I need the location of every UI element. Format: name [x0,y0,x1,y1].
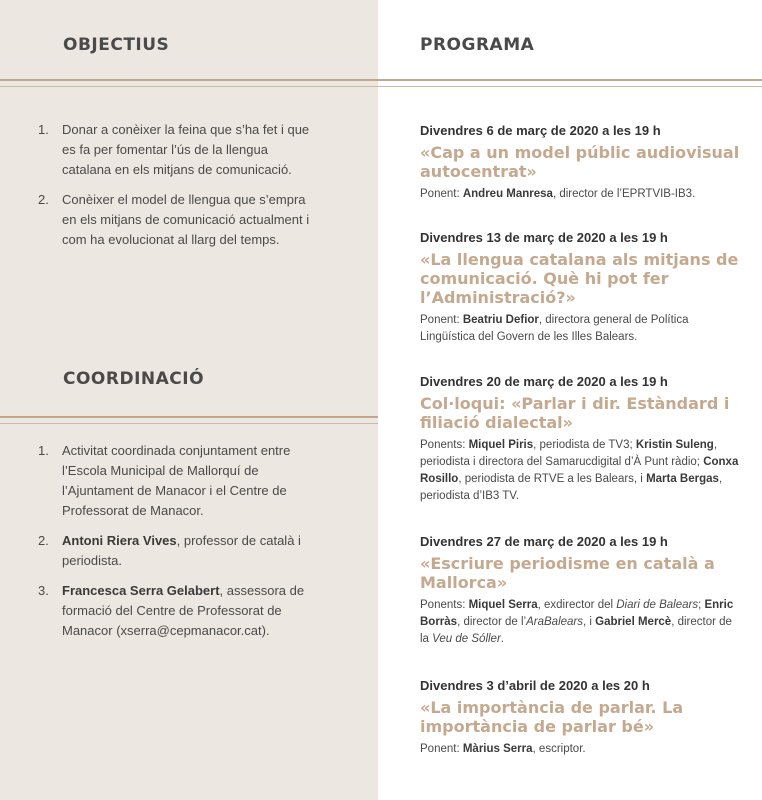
objectius-list [38,120,318,260]
list-number: 2. [38,192,49,207]
list-number: 2. [38,533,49,548]
list-text: Donar a conèixer la feina que s’ha fet i que es fa per fomentar l’ús de la llengua catalana en els mitjans de comunicació. [62,122,310,177]
objectius-heading: OBJECTIUS [63,35,170,55]
event-2 [420,229,740,346]
rule-coordinacio-thin [0,423,378,424]
speaker-role: , periodista de RTVE a les Balears, i [458,473,647,485]
event-1 [420,122,740,203]
publication-name: AraBalears [526,616,583,628]
list-item [38,190,318,250]
event-title: «Escriure periodisme en català a Mallorca» [420,554,715,592]
event-date: Divendres 6 de març de 2020 a les 19 h [420,123,661,138]
event-title: Col·loqui: «Parlar i dir. Estàndard i filiació dialectal» [420,394,730,432]
list-number: 1. [38,443,49,458]
event-speaker [420,741,740,758]
speaker-name: Miquel Piris [468,439,534,451]
list-item [38,531,318,571]
speaker-name: Conxa Rosillo [420,456,739,485]
coordinator-name: Francesca Serra Gelabert [62,583,220,598]
speaker-role: , escriptor. [532,743,586,755]
speaker-name: Gabriel Mercè [595,616,672,628]
speaker-role: , periodista d’IB3 TV. [420,473,723,502]
list-text: , professor de català i periodista. [62,533,301,568]
coordinacio-list [38,441,318,651]
speaker-name: Beatriu Defior [462,314,539,326]
event-date: Divendres 20 de març de 2020 a les 19 h [420,374,668,389]
rule-top-thin [0,86,762,87]
event-3 [420,373,740,505]
event-5 [420,677,740,758]
speaker-role: , i [583,616,596,628]
list-item [38,441,318,521]
speaker-name: Kristin Suleng [635,439,714,451]
event-speaker [420,597,740,648]
speaker-name: Andreu Manresa [462,188,553,200]
speaker-name: Marta Bergas [646,473,719,485]
speaker-name: Màrius Serra [462,743,533,755]
speaker-label: Ponent: [420,188,463,200]
speaker-role: , director de l’EPRTVIB-IB3. [552,188,696,200]
speaker-role: , periodista i directora del Samarucdigital d’À Punt ràdio; [420,439,718,468]
list-text: Conèixer el model de llengua que s’empra en els mitjans de comunicació actualment i com ha evolucionat al llarg del temps. [62,192,310,247]
event-date: Divendres 13 de març de 2020 a les 19 h [420,230,668,245]
coordinator-name: Antoni Riera Vives [62,533,177,548]
speaker-name: Miquel Serra [468,599,538,611]
speaker-name: Enric Borràs [420,599,734,628]
speaker-label: Ponent: [420,314,463,326]
speaker-role: , director de la [420,616,732,645]
list-item [38,581,318,641]
speaker-role: , periodista de TV3; [533,439,636,451]
speaker-role: , directora general de Política Lingüística del Govern de les Illes Balears. [420,314,689,343]
event-speaker [420,437,740,505]
event-title: «La importància de parlar. La importància de parlar bé» [420,698,684,736]
event-speaker [420,186,740,203]
event-4 [420,533,740,648]
programa-heading: PROGRAMA [420,35,535,55]
rule-top [0,79,762,81]
speaker-label: Ponents: [420,599,469,611]
speaker-label: Ponent: [420,743,463,755]
list-number: 1. [38,122,49,137]
publication-name: Veu de Sóller [432,633,501,645]
speaker-label: Ponents: [420,439,469,451]
event-title: «Cap a un model públic audiovisual autocentrat» [420,143,740,181]
event-title: «La llengua catalana als mitjans de comunicació. Què hi pot fer l’Administració?» [420,250,739,307]
rule-coordinacio [0,416,378,418]
speaker-role: . [500,633,504,645]
coordinacio-heading: COORDINACIÓ [63,369,205,389]
list-text: Activitat coordinada conjuntament entre l’Escola Municipal de Mallorquí de l’Ajuntament de Manacor i el Centre de Professorat de Manacor. [62,443,291,518]
event-date: Divendres 3 d’abril de 2020 a les 20 h [420,678,650,693]
list-number: 3. [38,583,49,598]
list-item [38,120,318,180]
publication-name: Diari de Balears [616,599,699,611]
event-speaker [420,312,740,346]
speaker-role: ; [698,599,705,611]
speaker-role: , exdirector del [537,599,617,611]
speaker-role: , director de l’ [457,616,527,628]
list-text: , assessora de formació del Centre de Professorat de Manacor (xserra@cepmanacor.cat). [62,583,305,638]
event-date: Divendres 27 de març de 2020 a les 19 h [420,534,668,549]
